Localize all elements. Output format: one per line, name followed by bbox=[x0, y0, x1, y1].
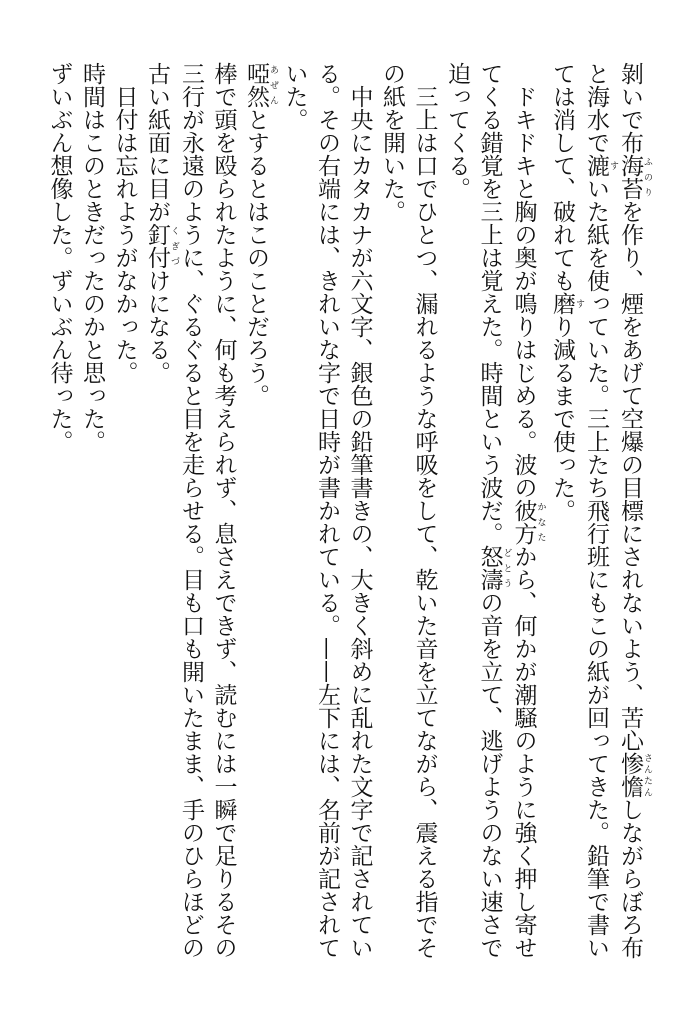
paragraph bbox=[108, 62, 141, 962]
text-run: り減るまで使った。 bbox=[549, 315, 575, 522]
ruby-reading: す bbox=[608, 154, 618, 177]
ruby-base: 怒濤 bbox=[476, 545, 503, 591]
text-run: ドキドキと胸の奥が鳴りはじめる。波の bbox=[510, 85, 537, 499]
ruby-base: 漉 bbox=[583, 154, 609, 177]
ruby-base: 惨憺 bbox=[617, 752, 643, 798]
ruby-word bbox=[510, 499, 546, 545]
ruby-word bbox=[243, 62, 278, 108]
text-run: けになる。 bbox=[144, 269, 170, 384]
paragraph bbox=[278, 62, 376, 962]
text-run: 三上は口でひとつ、漏れるような呼吸をして、乾いた音を立てながら、震える指でその紙を開いた。 bbox=[379, 62, 438, 959]
ruby-word bbox=[144, 223, 179, 269]
ruby-word bbox=[617, 154, 652, 200]
paragraph bbox=[240, 62, 279, 962]
ruby-reading: あぜん bbox=[268, 62, 278, 108]
ruby-word bbox=[476, 545, 512, 591]
ruby-reading: ふのり bbox=[642, 154, 652, 200]
ruby-base: 磨 bbox=[549, 292, 575, 315]
ruby-reading: くぎづ bbox=[169, 223, 179, 269]
ruby-base: 海苔 bbox=[617, 154, 643, 200]
ruby-word bbox=[549, 292, 584, 315]
paragraph bbox=[441, 62, 546, 962]
text-run: から、何かが潮騒のように強く押し寄せてくる錯覚を三上は覚えた。時間という波だ。 bbox=[476, 62, 537, 959]
text-run: とするとはこのことだろう。 bbox=[243, 108, 269, 407]
ruby-base: 啞然 bbox=[243, 62, 269, 108]
paragraph bbox=[43, 62, 76, 962]
paragraph bbox=[141, 62, 240, 962]
vertical-text-page bbox=[46, 62, 652, 962]
ruby-base: 彼方 bbox=[510, 499, 537, 545]
text-run: ずいぶん想像した。ずいぶん待った。 bbox=[46, 62, 73, 453]
ruby-reading: す bbox=[574, 292, 584, 315]
text-run: を作り、煙をあげて空爆の目標にされないよう、苦心 bbox=[617, 200, 643, 752]
text-run: の音を立て、逃げようのない速さで迫ってくる。 bbox=[444, 62, 503, 959]
text-run: しながらぼろ布と海水で bbox=[583, 62, 643, 959]
ruby-reading: どとう bbox=[501, 545, 512, 591]
ruby-base: 釘付 bbox=[144, 223, 170, 269]
text-run: 時間はこのときだったのかと思った。 bbox=[79, 62, 105, 453]
text-run: 剝いで布 bbox=[617, 62, 643, 154]
text-run: 日付は忘れようがなかった。 bbox=[111, 85, 138, 384]
ruby-word bbox=[583, 154, 618, 177]
ruby-reading: さんたん bbox=[642, 752, 652, 798]
ruby-reading: かなた bbox=[535, 499, 546, 545]
paragraph bbox=[76, 62, 109, 962]
paragraph bbox=[546, 62, 653, 962]
paragraph bbox=[376, 62, 441, 962]
text-run: 中央にカタカナが六文字、銀色の鉛筆書きの、大きく斜めに乱れた文字で記されている。その右端には、きれいな字で日時が書かれている。——左下には、名前が記されていた。 bbox=[281, 62, 373, 959]
text-run: いた紙を使っていた。三上たち飛行班にもこの紙が回ってきた。鉛筆で書いては消して、破れても bbox=[549, 62, 609, 959]
ruby-word bbox=[617, 752, 652, 798]
text-run: 棒で頭を殴られたように、何も考えられず、息さえできず、読むには一瞬で足りるその三行が永遠のように、ぐるぐると目を走らせる。目も口も開いたまま、手のひらほどの古い紙面に目が bbox=[144, 62, 237, 959]
